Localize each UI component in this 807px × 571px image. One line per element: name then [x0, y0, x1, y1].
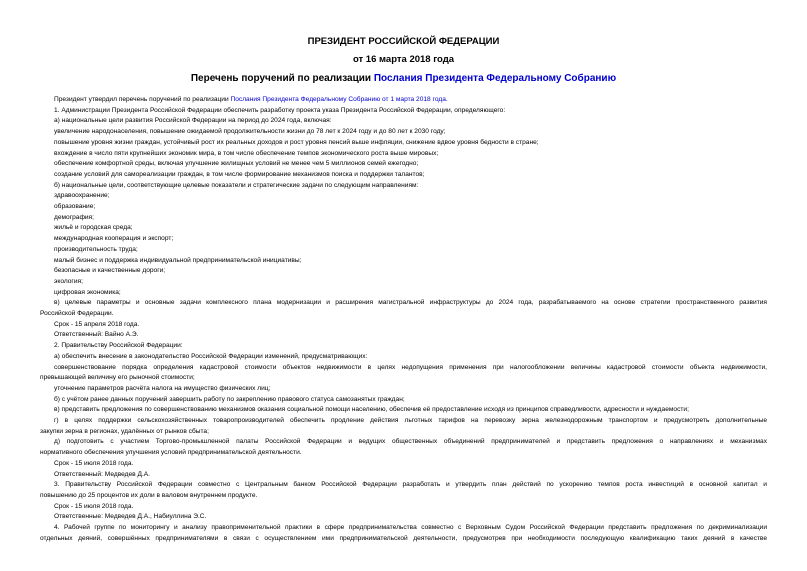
paragraph: б) с учётом ранее данных поручений завершить работу по закреплению правового статуса самозанятых граждан;	[54, 395, 405, 403]
document-title: ПРЕЗИДЕНТ РОССИЙСКОЙ ФЕДЕРАЦИИ	[307, 36, 500, 47]
intro-suffix: .	[445, 96, 448, 103]
paragraph: демография;	[54, 213, 94, 221]
paragraph: г) в целях поддержки сельскохозяйственных товаропроизводителей обеспечить продление действия льготных тарифов на перевозку зерна железнодорожным транспортом и предусмотреть дополнительные	[54, 417, 767, 425]
paragraph: 3. Правительству Российской Федерации совместно с Центральным банком Российской Федерации разработать и утвердить план действий по ускорению темпов роста инвестиций в основной капитал и	[54, 481, 767, 489]
paragraph: 1. Администрации Президента Российской Федерации обеспечить разработку проекта указа Президента Российской Федерации, определяющего:	[54, 106, 506, 114]
paragraph: международная кооперация и экспорт;	[54, 235, 174, 243]
paragraph: обеспечение комфортной среды, включая улучшение жилищных условий не менее чем 5 миллионов семей ежегодно;	[54, 160, 419, 168]
responsible: Ответственные: Медведев Д.А., Набиуллина Э.С.	[54, 513, 207, 521]
paragraph: повышение уровня жизни граждан, устойчивый рост их реальных доходов и рост уровня пенсий выше инфляции, снижение вдвое уровня бедности в стране;	[54, 138, 539, 146]
deadline: Срок - 15 июля 2018 года.	[54, 459, 134, 467]
paragraph: жильё и городская среда;	[54, 224, 133, 232]
paragraph-continuation: превышающей величину его рыночной стоимости;	[40, 374, 195, 382]
responsible: Ответственный: Медведев Д.А.	[54, 470, 151, 478]
subtitle-link[interactable]: Послания Президента Федеральному Собранию	[373, 73, 617, 84]
paragraph: увеличение народонаселения, повышение ожидаемой продолжительности жизни до 78 лет к 2024 году и до 80 лет к 2030 году;	[54, 128, 446, 136]
document-date: от 16 марта 2018 года	[352, 54, 455, 65]
paragraph: создание условий для самореализации граждан, в том числе формирование механизмов поиска и поддержки талантов;	[54, 170, 425, 178]
paragraph-continuation: нормативного обеспечения улучшения условий предпринимательской деятельности.	[40, 449, 302, 457]
paragraph-continuation: закупки зерна в регионах, удалённых от рынков сбыта;	[40, 427, 209, 435]
paragraph: 2. Правительству Российской Федерации:	[54, 342, 183, 350]
paragraph: здравоохранение;	[54, 192, 110, 200]
paragraph: д) подготовить с участием Торгово-промышленной палаты Российской Федерации и ведущих общественных объединений предпринимателей и представить предложения о направлениях и механизмах	[54, 438, 767, 446]
paragraph: б) национальные цели, соответствующие целевые показатели и стратегические задачи по следующим направлениям:	[54, 181, 419, 189]
paragraph-continuation: отдельных деяний, совершённых предпринимателями в связи с осуществлением ими предпринимательской деятельности, предусмотрев при необходимости последующую квалификацию таких деяний в качестве	[40, 534, 767, 542]
paragraph: малый бизнес и поддержка индивидуальной предпринимательской инициативы;	[54, 256, 302, 264]
document-subtitle	[0, 73, 807, 85]
paragraph: в) представить предложения по совершенствованию механизмов оказания социальной помощи населению, обеспечив её предоставление исходя из принципов справедливости, адресности и нуждаемости;	[54, 406, 689, 414]
paragraph: вхождение в число пяти крупнейших экономик мира, в том числе обеспечение темпов экономического роста выше мировых;	[54, 149, 439, 157]
deadline: Срок - 15 июля 2018 года.	[54, 502, 134, 510]
paragraph: безопасные и качественные дороги;	[54, 267, 166, 275]
paragraph-continuation: повышению до 25 процентов их доли в валовом внутреннем продукте.	[40, 491, 258, 499]
paragraph: экология;	[54, 277, 83, 285]
paragraph: в) целевые параметры и основные задачи комплексного плана модернизации и расширения магистральной инфраструктуры до 2024 года, разрабатываемого на основе стратегии пространственного развития	[54, 299, 767, 307]
paragraph: производительность труда;	[54, 245, 138, 253]
intro-link[interactable]: Послания Президента Федеральному Собранию от 1 марта 2018 года	[230, 96, 446, 103]
paragraph: а) обеспечить внесение в законодательство Российской Федерации изменений, предусматривающих:	[54, 352, 368, 360]
intro-prefix: Президент утвердил перечень поручений по реализации	[54, 96, 231, 103]
document-body	[40, 95, 767, 544]
paragraph: образование;	[54, 203, 96, 211]
paragraph: 4. Рабочей группе по мониторингу и анализу правоприменительной практики в сфере предпринимательства совместно с Верховным Судом Российской Федерации представить предложения по декриминализации	[54, 524, 767, 532]
paragraph: а) национальные цели развития Российской Федерации на период до 2024 года, включая:	[54, 117, 332, 125]
subtitle-prefix: Перечень поручений по реализации	[190, 73, 374, 84]
paragraph: цифровая экономика;	[54, 288, 121, 296]
paragraph: совершенствование порядка определения кадастровой стоимости объектов недвижимости в целях недопущения применения при налогообложении величины кадастровой стоимости объекта недвижимости,	[54, 363, 767, 371]
deadline: Срок - 15 апреля 2018 года.	[54, 320, 140, 328]
paragraph-continuation: Российской Федерации.	[40, 310, 114, 318]
paragraph: уточнение параметров расчёта налога на имущество физических лиц;	[54, 384, 271, 392]
intro-paragraph	[40, 95, 767, 106]
responsible: Ответственный: Вайно А.Э.	[54, 331, 139, 339]
